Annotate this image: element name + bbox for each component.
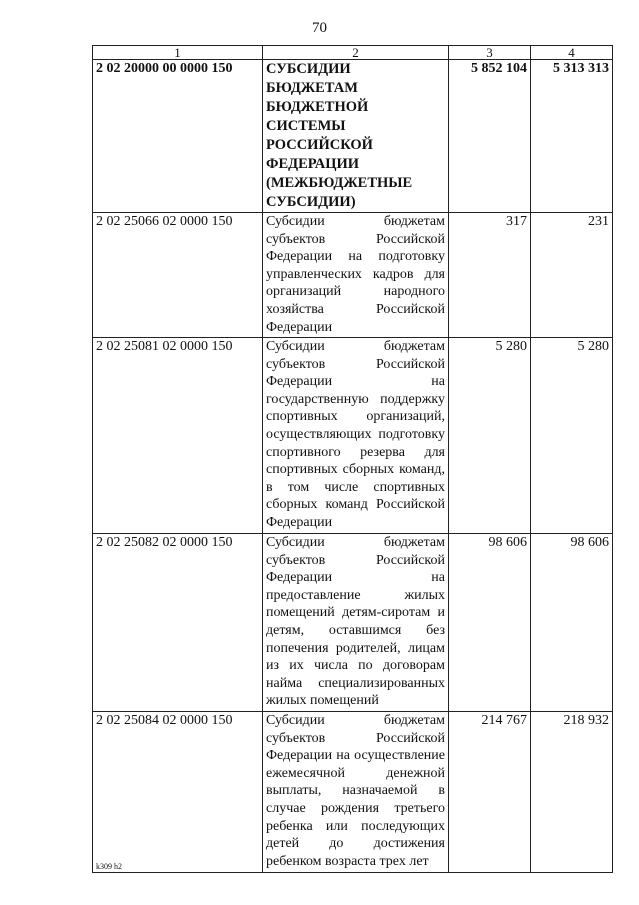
value-column-3: 5 852 104	[449, 60, 531, 213]
budget-code: 2 02 25081 02 0000 150	[93, 338, 263, 534]
budget-item-name: Субсидии бюджетам субъектов Российской Федерации на осуществление ежемесячной денежной выплаты, назначаемой в случае рождения третьего ребенка или последующих детей до достижения ребенком возраста трех лет	[263, 712, 449, 873]
budget-code: 2 02 20000 00 0000 150	[93, 60, 263, 213]
column-header-3: 3	[449, 46, 531, 60]
table-row	[93, 338, 613, 534]
value-column-4: 5 313 313	[531, 60, 613, 213]
value-column-3: 5 280	[449, 338, 531, 534]
document-footer-mark: k309 h2	[96, 862, 122, 871]
table-header-row	[93, 46, 613, 60]
value-column-4: 5 280	[531, 338, 613, 534]
budget-code: 2 02 25066 02 0000 150	[93, 213, 263, 338]
table-row	[93, 534, 613, 712]
table-row	[93, 712, 613, 873]
value-column-3: 214 767	[449, 712, 531, 873]
value-column-4: 218 932	[531, 712, 613, 873]
budget-code: 2 02 25082 02 0000 150	[93, 534, 263, 712]
budget-item-name: Субсидии бюджетам субъектов Российской Федерации на государственную поддержку спортивных организаций, осуществляющих подготовку спортивного резерва для спортивных сборных команд, в том числе спортивных сборных команд Российской Федерации	[263, 338, 449, 534]
value-column-4: 98 606	[531, 534, 613, 712]
column-header-2: 2	[263, 46, 449, 60]
column-header-1: 1	[93, 46, 263, 60]
value-column-3: 317	[449, 213, 531, 338]
budget-table	[92, 45, 613, 873]
page-number: 70	[312, 20, 327, 36]
budget-code: 2 02 25084 02 0000 150	[93, 712, 263, 873]
budget-item-name: Субсидии бюджетам субъектов Российской Федерации на предоставление жилых помещений детям-сиротам и детям, оставшимся без попечения родителей, лицам из их числа по договорам найма специализированных жилых помещений	[263, 534, 449, 712]
value-column-4: 231	[531, 213, 613, 338]
budget-item-name: СУБСИДИИ БЮДЖЕТАМ БЮДЖЕТНОЙ СИСТЕМЫ РОССИЙСКОЙ ФЕДЕРАЦИИ (МЕЖБЮДЖЕТНЫЕ СУБСИДИИ)	[263, 60, 449, 213]
budget-item-name: Субсидии бюджетам субъектов Российской Федерации на подготовку управленческих кадров для организаций народного хозяйства Российской Федерации	[263, 213, 449, 338]
table-row	[93, 213, 613, 338]
column-header-4: 4	[531, 46, 613, 60]
table-row-total	[93, 60, 613, 213]
value-column-3: 98 606	[449, 534, 531, 712]
